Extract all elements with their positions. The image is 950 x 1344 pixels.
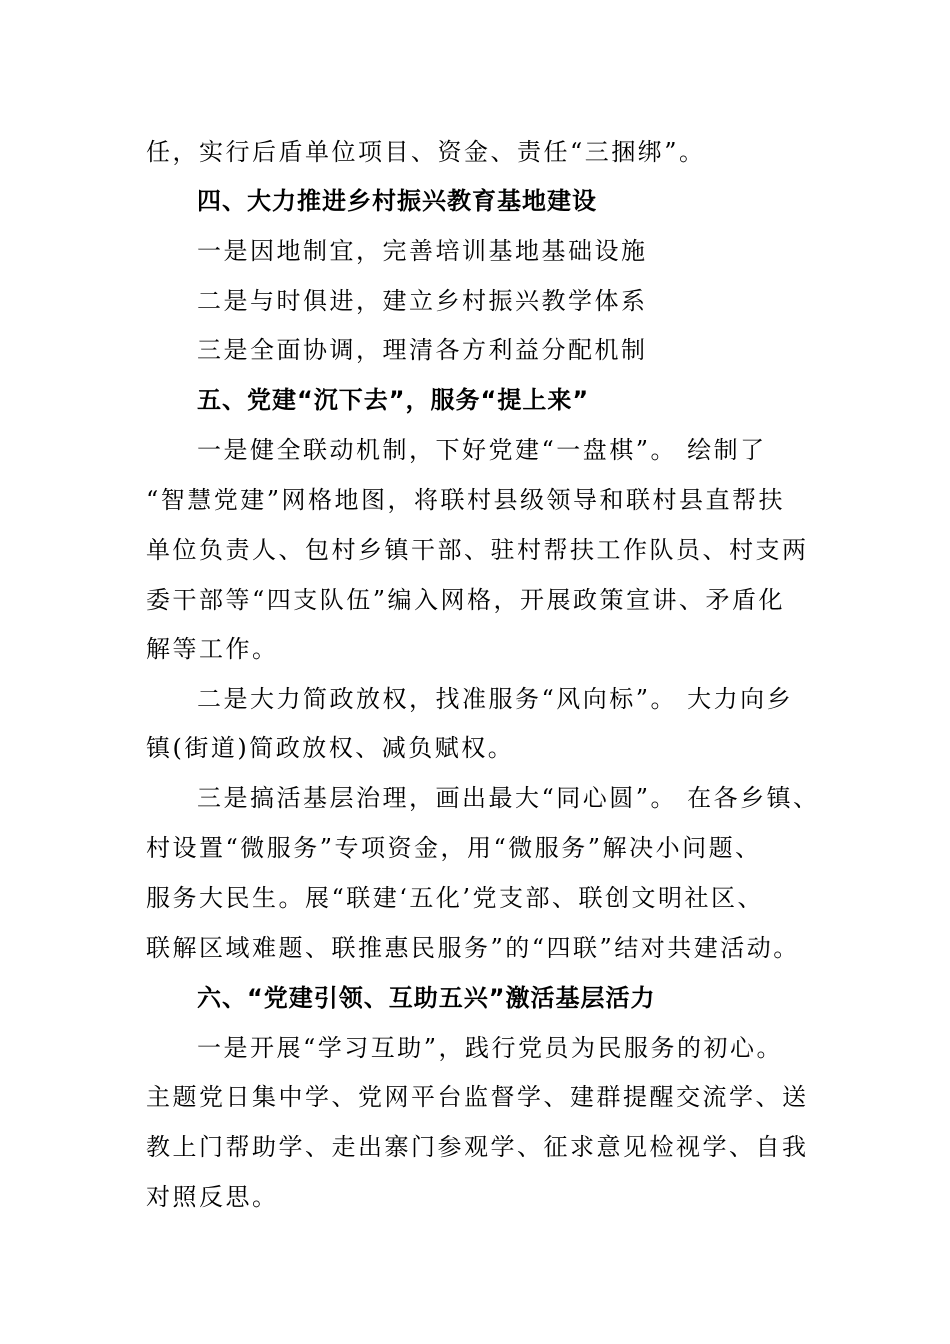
paragraph-line: 服务大民生。展“联建‘五化’党支部、联创文明社区、 [146,884,765,912]
paragraph-line: 解等工作。 [146,635,279,663]
paragraph-line: 二是大力简政放权，找准服务“风向标”。 大力向乡 [197,685,794,713]
paragraph-line: 单位负责人、包村乡镇干部、驻村帮扶工作队员、村支两 [146,536,809,564]
paragraph-line: 教上门帮助学、走出寨门参观学、征求意见检视学、自我 [146,1133,809,1161]
section-heading: 五、党建“沉下去”，服务“提上来” [197,386,590,414]
paragraph-line: 一是因地制宜，完善培训基地基础设施 [197,237,648,265]
paragraph-line: 联解区域难题、联推惠民服务”的“四联”结对共建活动。 [146,934,800,962]
paragraph-line: 三是全面协调，理清各方利益分配机制 [197,336,648,364]
paragraph-line: 三是搞活基层治理，画出最大“同心圆”。 在各乡镇、 [197,784,820,812]
paragraph-line: 镇(街道)简政放权、减负赋权。 [146,734,515,762]
paragraph-line: 对照反思。 [146,1183,279,1211]
paragraph-line: 村设置“微服务”专项资金，用“微服务”解决小问题、 [146,834,762,862]
paragraph-line: 主题党日集中学、党网平台监督学、建群提醒交流学、送 [146,1083,809,1111]
section-heading: 六、“党建引领、互助五兴”激活基层活力 [197,984,656,1012]
paragraph-line: 一是开展“学习互助”，践行党员为民服务的初心。 [197,1034,784,1062]
paragraph-line: 二是与时俱进，建立乡村振兴教学体系 [197,287,648,315]
paragraph-line: “智慧党建”网格地图，将联村县级领导和联村县直帮扶 [146,486,786,514]
paragraph-line: 一是健全联动机制，下好党建“一盘棋”。 绘制了 [197,436,767,464]
paragraph-line: 委干部等“四支队伍”编入网格，开展政策宣讲、矛盾化 [146,586,786,614]
section-heading: 四、大力推进乡村振兴教育基地建设 [197,187,597,215]
paragraph-line: 任，实行后盾单位项目、资金、责任“三捆绑”。 [146,138,706,166]
